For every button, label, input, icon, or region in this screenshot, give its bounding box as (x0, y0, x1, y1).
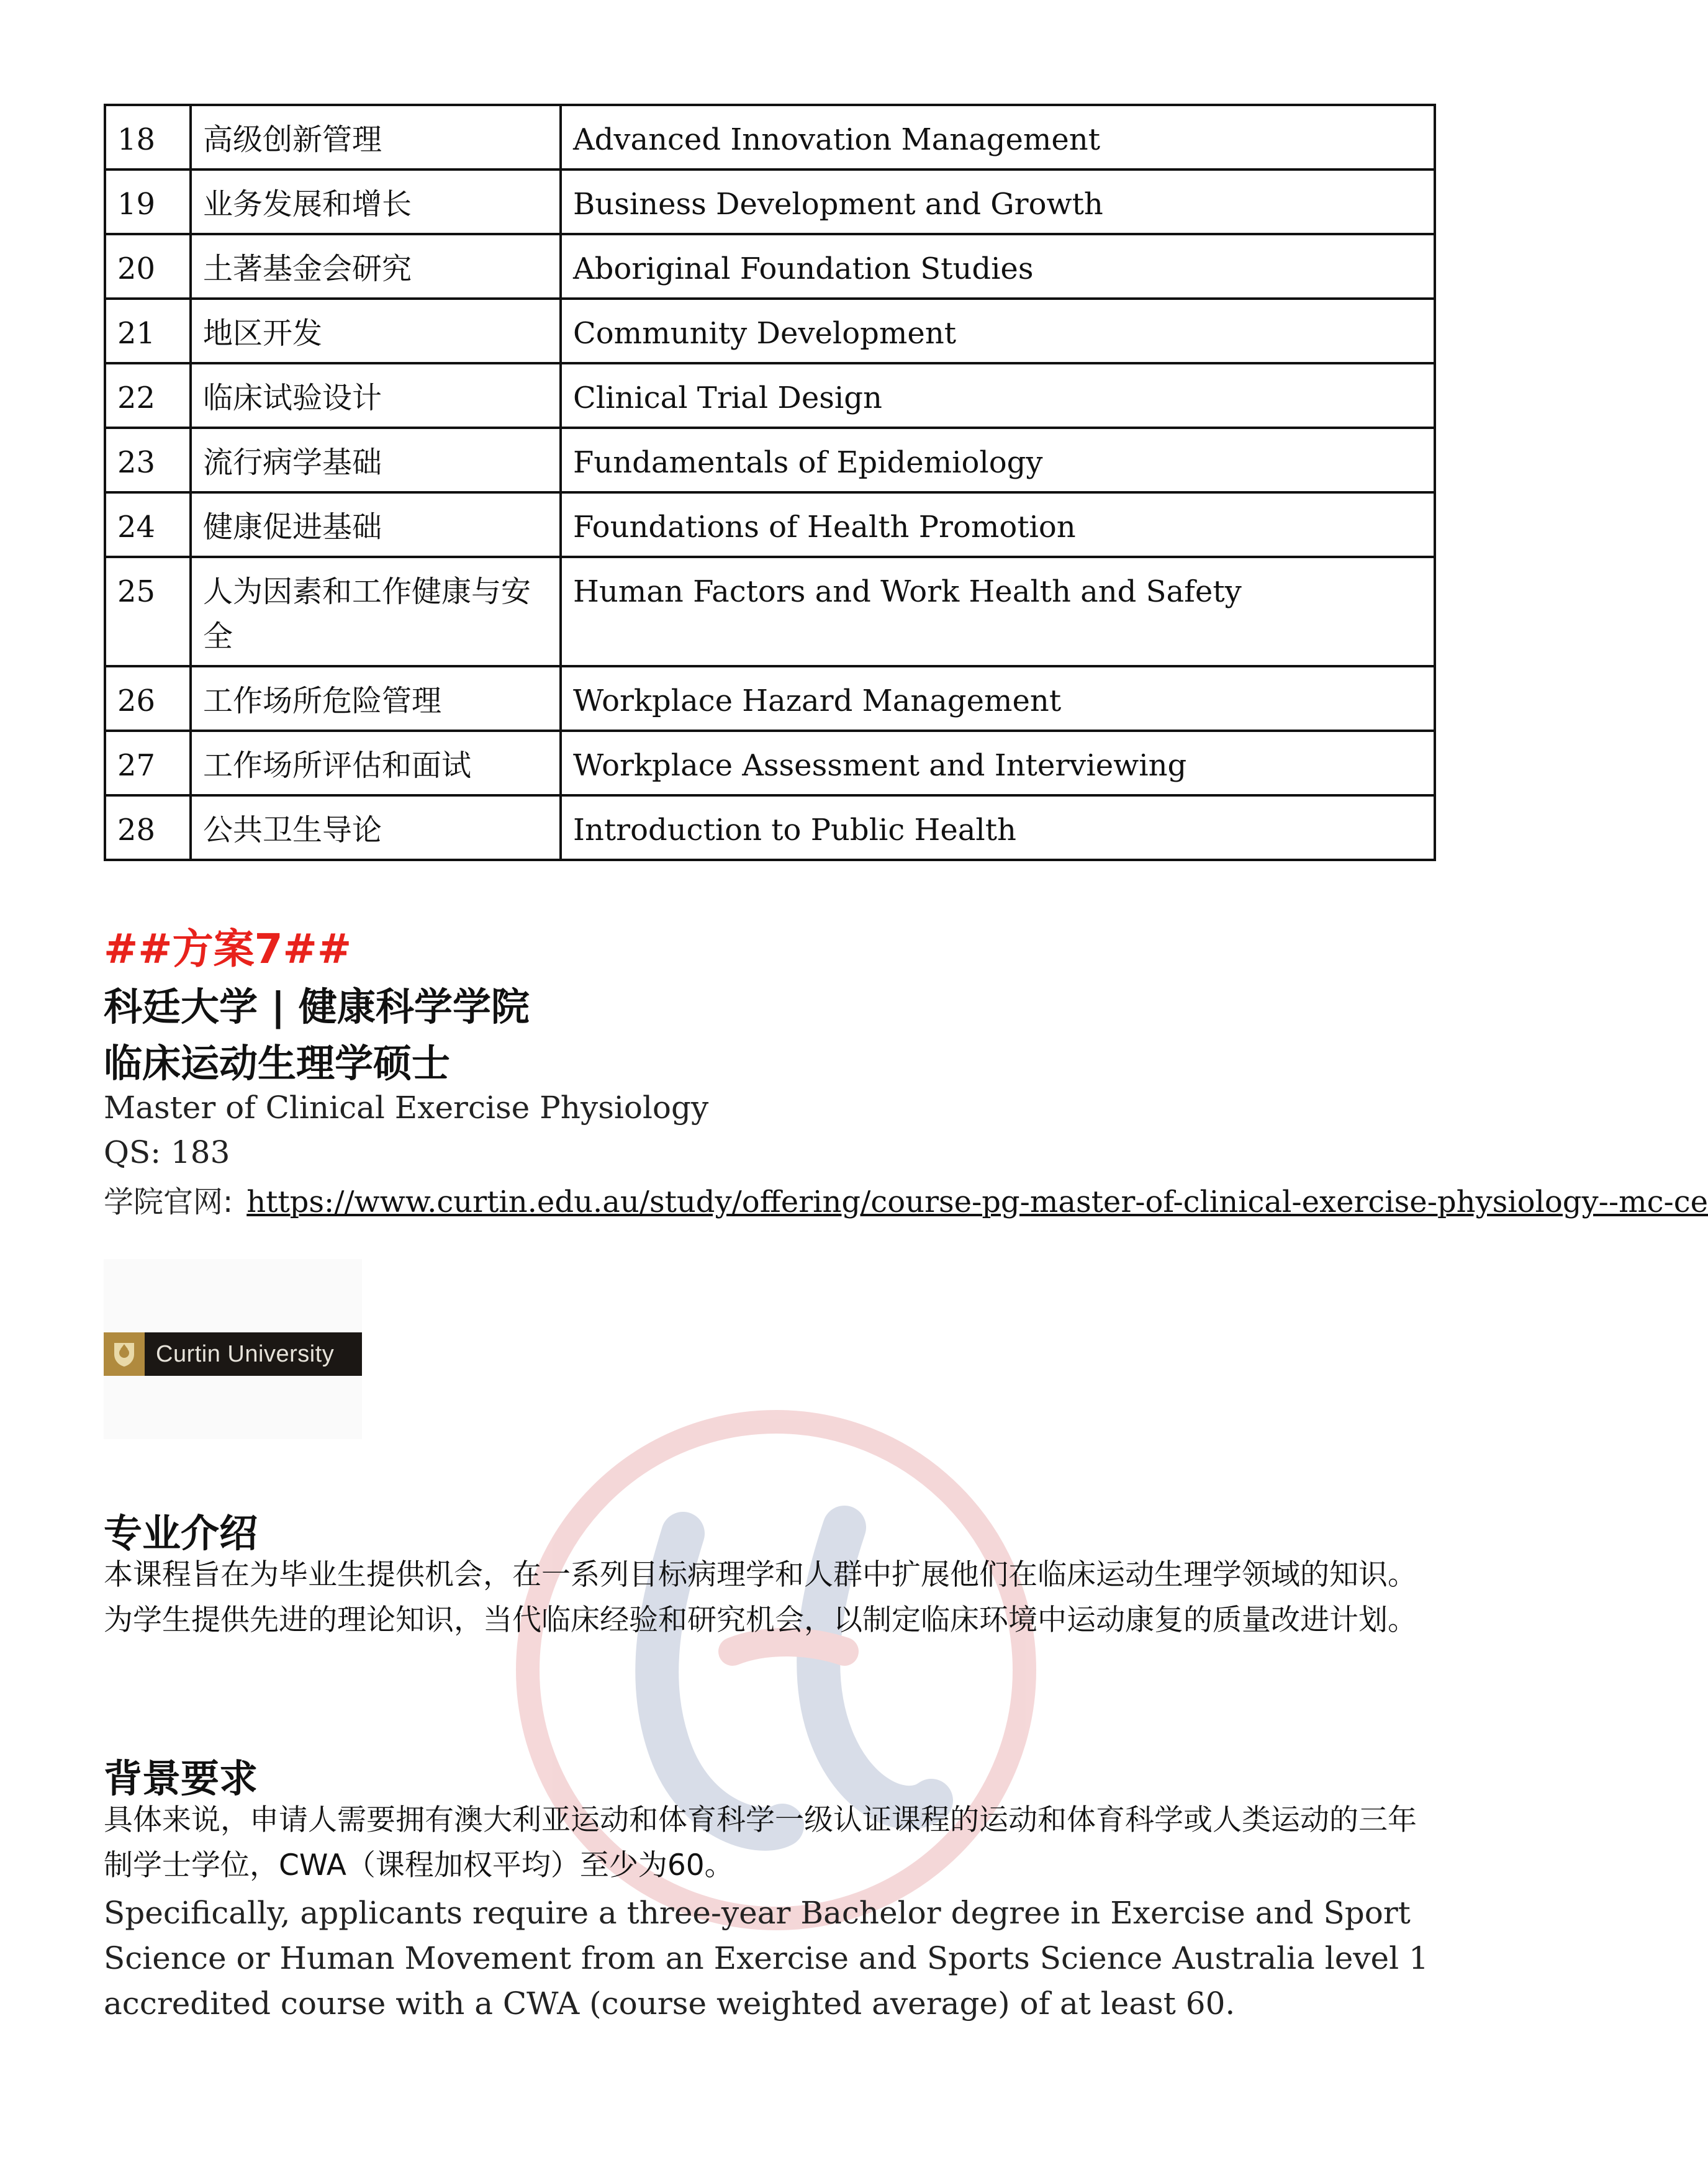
table-row (105, 169, 1435, 234)
course-name-zh: 地区开发 (191, 299, 561, 363)
logo-text: Curtin University (156, 1340, 335, 1367)
table-row (105, 234, 1435, 299)
course-number: 22 (105, 363, 191, 428)
course-name-en: Community Development (561, 299, 1435, 363)
course-name-en: Clinical Trial Design (561, 363, 1435, 428)
background-heading: 背景要求 (104, 1756, 258, 1801)
course-name-en: Workplace Hazard Management (561, 666, 1435, 731)
table-row (105, 795, 1435, 860)
course-name-en: Foundations of Health Promotion (561, 492, 1435, 557)
course-name-en: Introduction to Public Health (561, 795, 1435, 860)
website-label: 学院官网: (104, 1185, 233, 1219)
table-row (105, 105, 1435, 169)
course-number: 24 (105, 492, 191, 557)
course-number: 26 (105, 666, 191, 731)
course-name-zh: 业务发展和增长 (191, 169, 561, 234)
course-name-en: Fundamentals of Epidemiology (561, 428, 1435, 492)
course-name-en: Aboriginal Foundation Studies (561, 234, 1435, 299)
logo-bar (104, 1332, 362, 1376)
curtin-crest-icon (104, 1332, 145, 1376)
course-number: 27 (105, 731, 191, 795)
background-body-zh: 具体来说，申请人需要拥有澳大利亚运动和体育科学一级认证课程的运动和体育科学或人类运动的三年制学士学位，CWA（课程加权平均）至少为60。 (104, 1803, 1417, 1882)
plan-title: ##方案7## (104, 925, 352, 973)
course-name-zh: 公共卫生导论 (191, 795, 561, 860)
course-name-en: Human Factors and Work Health and Safety (561, 557, 1435, 666)
table-row (105, 299, 1435, 363)
course-name-zh: 高级创新管理 (191, 105, 561, 169)
course-name-en: Advanced Innovation Management (561, 105, 1435, 169)
course-name-zh: 人为因素和工作健康与安全 (191, 557, 561, 666)
course-name-en: Workplace Assessment and Interviewing (561, 731, 1435, 795)
website-link[interactable]: https://www.curtin.edu.au/study/offering/course-pg-master-of-clinical-exercise-physiology--mc-ce (246, 1185, 1708, 1219)
degree-title-zh: 临床运动生理学硕士 (104, 1041, 451, 1086)
course-number: 25 (105, 557, 191, 666)
course-name-zh: 工作场所危险管理 (191, 666, 561, 731)
university-logo (104, 1259, 362, 1439)
table-row (105, 363, 1435, 428)
website-line (104, 1178, 1708, 1221)
background-body-en: Specifically, applicants require a three-year Bachelor degree in Exercise and Sport Science or Human Movement from an Exercise and Sports Science Australia level 1 accredited course with a CWA (course weighted average) of at least 60. (104, 1895, 1429, 2022)
table-row (105, 557, 1435, 666)
course-name-zh: 工作场所评估和面试 (191, 731, 561, 795)
table-row (105, 492, 1435, 557)
course-name-zh: 临床试验设计 (191, 363, 561, 428)
degree-title-en: Master of Clinical Exercise Physiology (104, 1090, 709, 1126)
school-name: 科廷大学 | 健康科学学院 (104, 984, 530, 1029)
course-name-en: Business Development and Growth (561, 169, 1435, 234)
course-number: 19 (105, 169, 191, 234)
table-row (105, 428, 1435, 492)
course-name-zh: 土著基金会研究 (191, 234, 561, 299)
course-number: 20 (105, 234, 191, 299)
course-number: 28 (105, 795, 191, 860)
course-table (104, 104, 1436, 861)
course-name-zh: 流行病学基础 (191, 428, 561, 492)
table-row (105, 731, 1435, 795)
table-row (105, 666, 1435, 731)
course-number: 18 (105, 105, 191, 169)
course-name-zh: 健康促进基础 (191, 492, 561, 557)
qs-ranking: QS: 183 (104, 1134, 230, 1170)
course-number: 21 (105, 299, 191, 363)
intro-body: 本课程旨在为毕业生提供机会，在一系列目标病理学和人群中扩展他们在临床运动生理学领域的知识。为学生提供先进的理论知识，当代临床经验和研究机会，以制定临床环境中运动康复的质量改进计划。 (104, 1558, 1417, 1637)
course-number: 23 (105, 428, 191, 492)
intro-heading: 专业介绍 (104, 1511, 258, 1556)
